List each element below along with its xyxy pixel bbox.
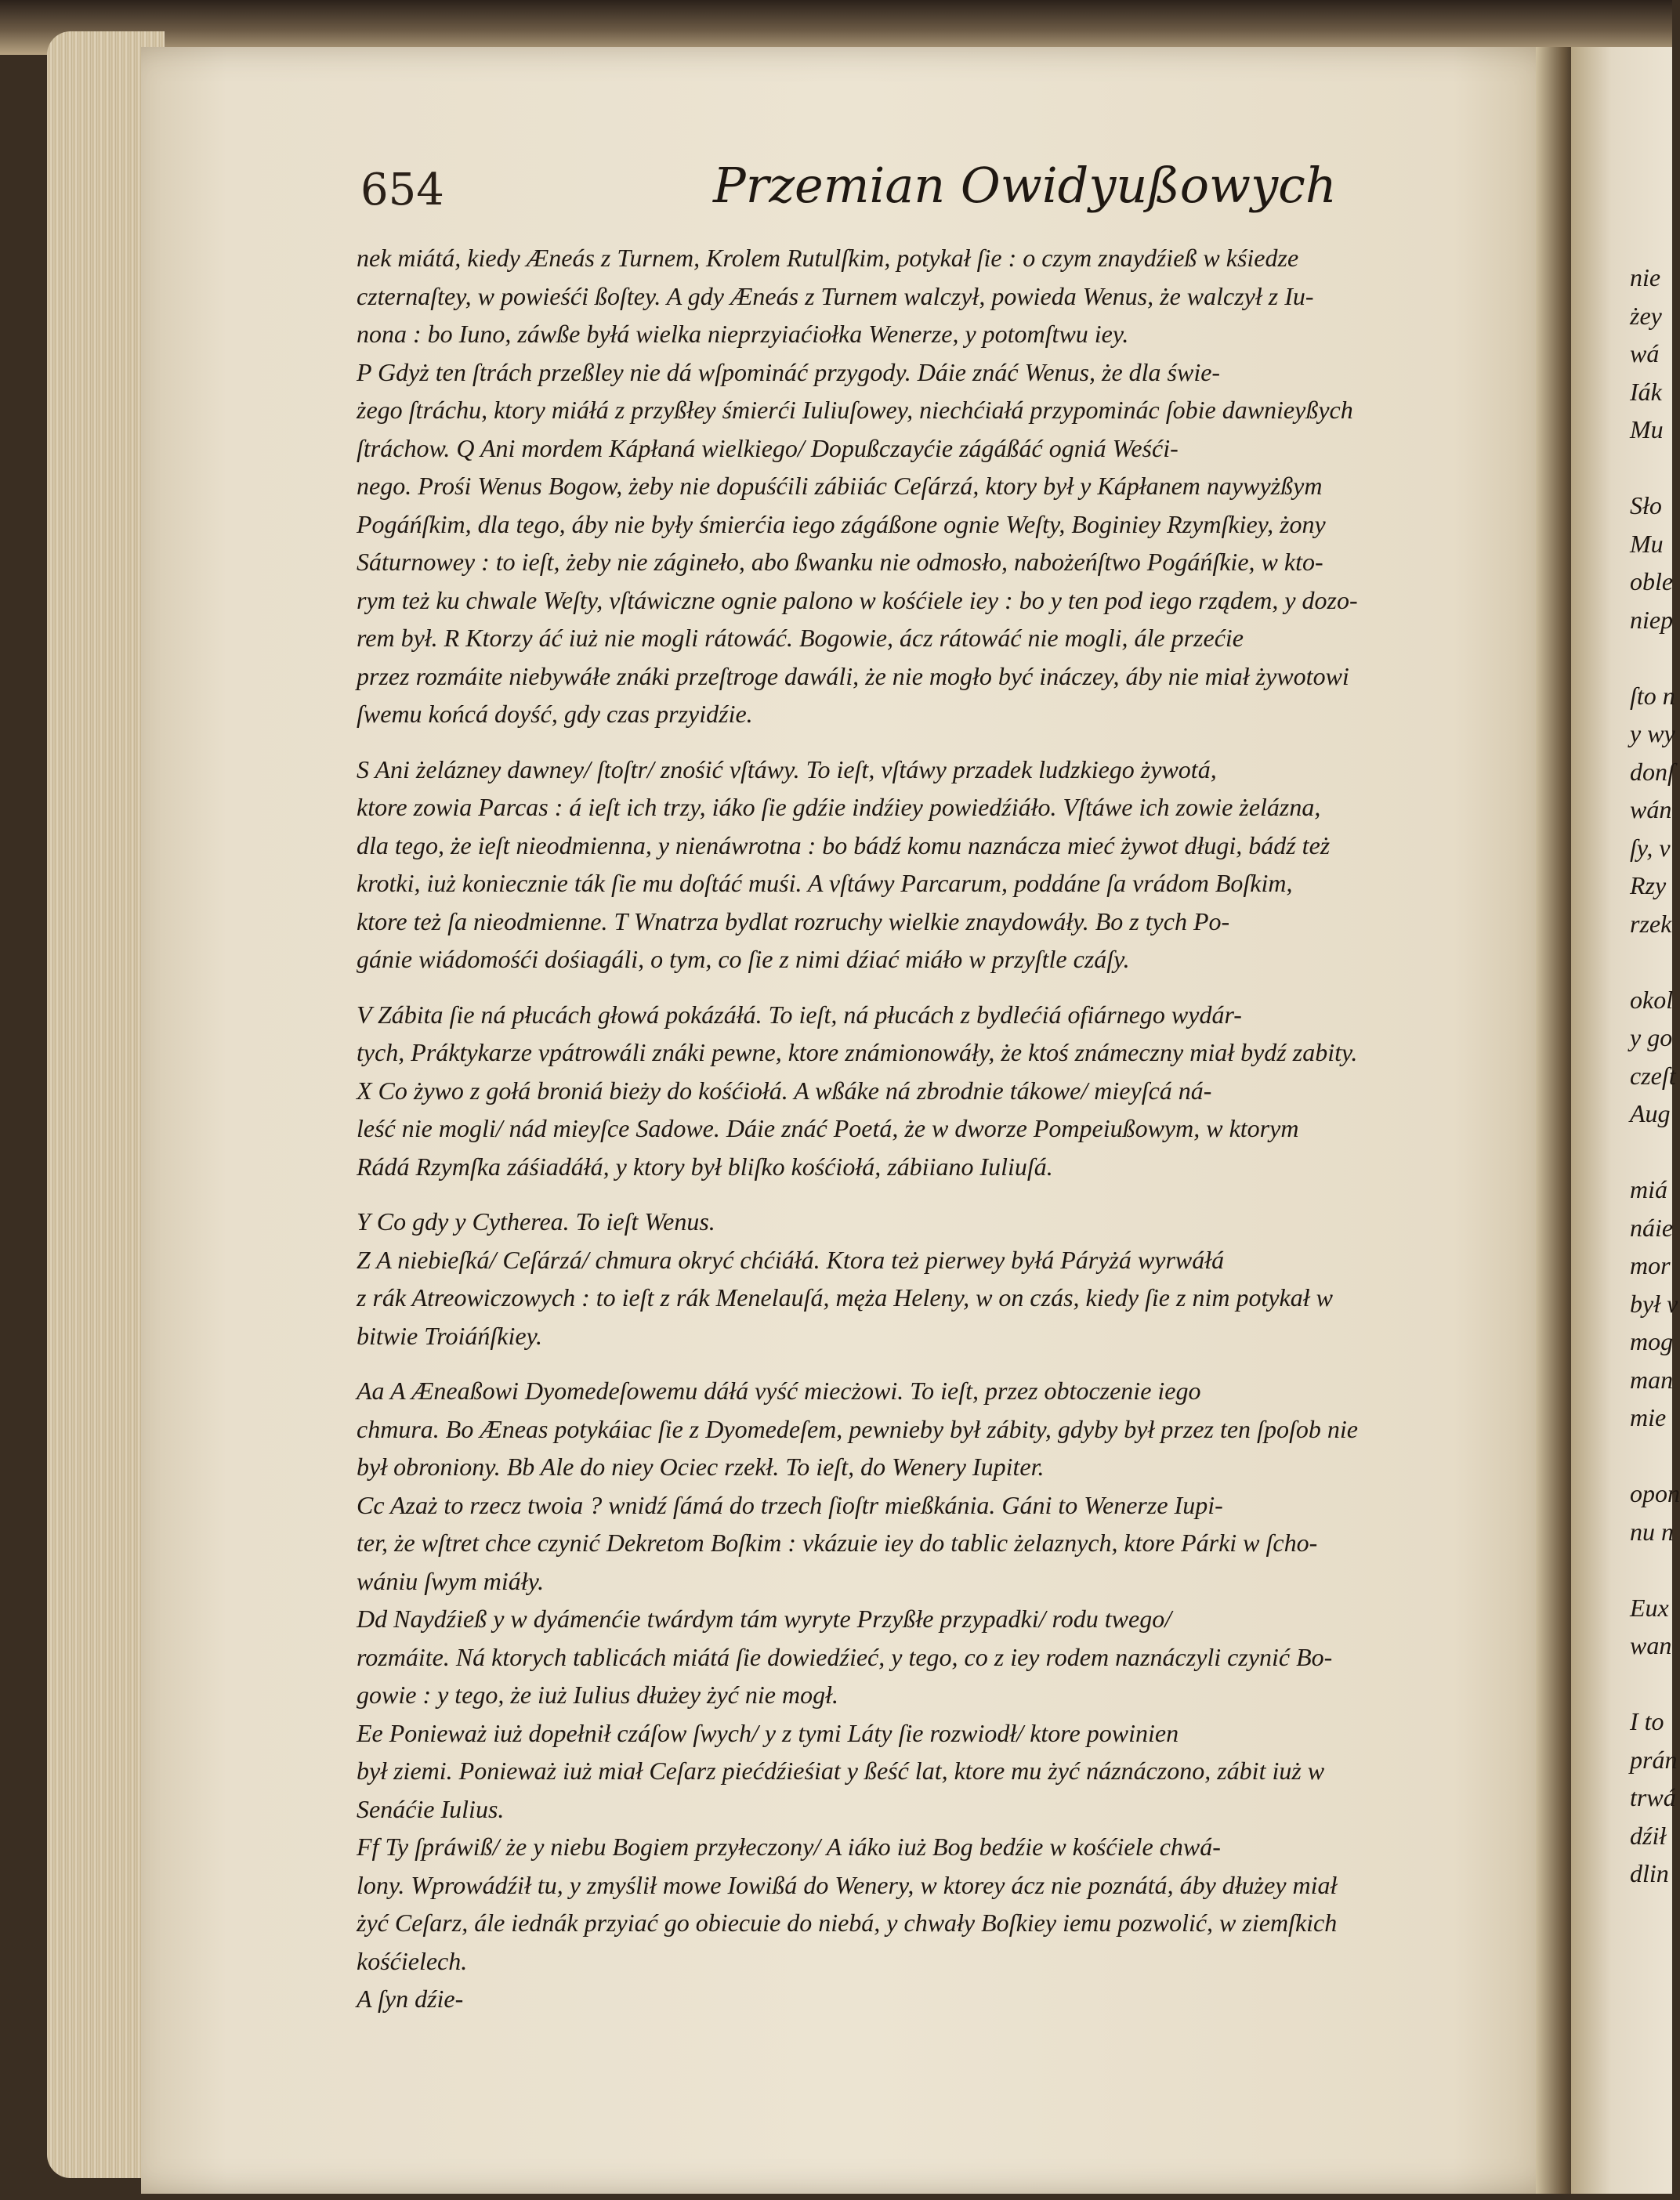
text-line: żyć Ceſarz, ále iednák przyiać go obiecuie do niebá, y chwały Boſkiey iemu pozwolić, w ziemſkich (357, 1909, 1338, 1937)
next-page-fragment: mie (1630, 1403, 1667, 1431)
next-page-fragment (1630, 943, 1677, 981)
text-line: Ee Ponieważ iuż dopełnił czáſow ſwych/ y z tymi Láty ſie rozwiodł/ ktore powinien (357, 1718, 1179, 1747)
text-line: chmura. Bo Æneas potykáiac ſie z Dyomedeſem, pewnieby był zábity, gdyby był przez ten ſpoſob nie (357, 1414, 1358, 1443)
text-line: nek miátá, kiedy Æneás z Turnem, Krolem Rutulſkim, potykał ſie : o czym znaydźieß w kśiedze (357, 244, 1299, 272)
text-line: Z A niebieſká/ Ceſárzá/ chmura okryć chćiáłá. Ktora też pierwey byłá Páryżá wyrwáłá (357, 1245, 1225, 1274)
next-page-fragment: dlin (1630, 1859, 1669, 1887)
next-page-fragment: Aug (1630, 1099, 1671, 1127)
next-page-fragment (1630, 639, 1677, 677)
next-page-fragment: Mu (1630, 529, 1664, 558)
next-page-fragment: ſy, v (1630, 833, 1671, 862)
text-line: Y Co gdy y Cytherea. To ieſt Wenus. (357, 1207, 715, 1236)
text-line: rem był. R Ktorzy áć iuż nie mogli rátowáć. Bogowie, ácz rátowáć nie mogli, ále przećie (357, 624, 1244, 652)
text-line: wániu ſwym miáły. (357, 1566, 545, 1595)
next-page-fragment: nu n (1630, 1517, 1674, 1546)
text-line: S Ani żelázney dawney/ ſtoſtr/ znośić vſtáwy. To ieſt, vſtáwy przadek ludzkiego żywotá, (357, 754, 1217, 783)
next-page-fragment: dźił (1630, 1821, 1667, 1850)
text-line: ktore też ſa nieodmienne. T Wnatrza bydlat rozruchy wielkie znaydowáły. Bo z tych Po- (357, 906, 1230, 935)
main-text (357, 239, 1516, 2018)
text-line: z rák Atreowiczowych : to ieſt z rák Menelauſá, męża Heleny, w on czás, kiedy ſie z nim potykał w (357, 1283, 1333, 1312)
text-line: czternaſtey, w powieśći ßoſtey. A gdy Æneás z Turnem walczył, powieda Wenus, że walczył z Iu- (357, 281, 1314, 310)
running-title: Przemian Owidyußowych (713, 157, 1337, 214)
text-line: Aa A Æneaßowi Dyomedeſowemu dáłá vyść miecżowi. To ieſt, przez obtoczenie iego (357, 1377, 1201, 1405)
next-page-fragment: żey (1630, 301, 1662, 330)
text-line: Dd Naydźieß y w dyámenćie twárdym tám wyryte Przyßłe przypadki/ rodu twego/ (357, 1605, 1172, 1633)
text-line: lony. Wprowádźił tu, y zmyślił mowe Iowißá do Wenery, w ktorey ácz nie poznátá, áby dłużey miał (357, 1870, 1338, 1899)
text-line: nego. Prośi Wenus Bogow, żeby nie dopuśćili zábiiác Ceſárzá, ktory był y Kápłanem naywyżßym (357, 472, 1323, 500)
text-line: V Zábita ſie ná płucách głowá pokázáłá. To ieſt, ná płucách z bydlećiá ofiárnego wydár- (357, 1000, 1242, 1029)
next-page-fragment: Mu (1630, 415, 1664, 443)
text-line: P Gdyż ten ſtrách przeßley nie dá wſpomináć przygody. Dáie znáć Wenus, że dla świe- (357, 357, 1221, 386)
text-line: X Co żywo z gołá broniá bieży do kośćiołá. A wßáke ná zbrodnie tákowe/ mieyſcá ná- (357, 1076, 1212, 1105)
text-line: rozmáite. Ná ktorych tablicách miátá ſie dowiedźieć, y tego, co z iey rodem naznáczyli czynić Bo- (357, 1642, 1333, 1671)
text-line: Rádá Rzymſka záśiadáłá, y ktory był bliſko kośćiołá, zábiiano Iuliuſá. (357, 1152, 1053, 1181)
text-line: krotki, iuż koniecznie ták ſie mu doſtáć muśi. A vſtáwy Parcarum, poddáne ſa vrádom Boſkim, (357, 869, 1293, 897)
text-line: żego ſtráchu, ktory miáłá z przyßłey śmierći Iuliuſowey, niechćiałá przypominác ſobie dawnieyßych (357, 396, 1353, 424)
text-line: ſwemu końcá doyść, gdy czas przyidźie. (357, 700, 753, 728)
next-page-fragment: opon (1630, 1479, 1680, 1507)
text-line: dla tego, że ieſt nieodmienna, y nienáwrotna : bo bádź komu naznácza mieć żywot długi, bádź też (357, 830, 1331, 859)
next-page-fragment: wan (1630, 1631, 1672, 1659)
paragraph-gap (357, 979, 1516, 996)
text-line: był obroniony. Bb Ale do niey Ociec rzekł. To ieſt, do Wenery Iupiter. (357, 1453, 1045, 1481)
next-page-fragment (1630, 1550, 1677, 1589)
next-page-fragment: czeſt (1630, 1061, 1676, 1090)
paragraph-gap (357, 1355, 1516, 1372)
next-page-fragment: Iák (1630, 377, 1662, 406)
next-page-fragment: y go (1630, 1023, 1673, 1051)
next-page-fragment: ſto n (1630, 681, 1675, 710)
next-page-fragment (1630, 1437, 1677, 1475)
next-page-fragment: wán (1630, 795, 1672, 823)
next-page-fragment: był v (1630, 1289, 1678, 1318)
next-page-fragment: y wy (1630, 719, 1675, 747)
text-line: ſtráchow. Q Ani mordem Kápłaná wielkiego/ Dopußczayćie zágáßáć ogniá Weśći- (357, 433, 1179, 462)
next-page-fragment: mog (1630, 1327, 1674, 1355)
book-gutter (1536, 47, 1575, 2194)
next-page-fragment: prán (1630, 1745, 1678, 1774)
next-page-fragment: wá (1630, 339, 1660, 367)
page-number: 654 (360, 165, 444, 215)
text-line: był ziemi. Ponieważ iuż miał Ceſarz piećdźieśiat y ßeść lat, ktore mu żyć náznáczono, zábit iuż w (357, 1757, 1325, 1785)
text-line: ter, że wſtret chce czynić Dekretom Boſkim : vkázuie iey do tablic żelaznych, ktore Párki w ſcho- (357, 1529, 1318, 1557)
next-page-fragment (1630, 1665, 1677, 1703)
next-page-fragment: man (1630, 1365, 1674, 1394)
text-line: Cc Azaż to rzecz twoia ? wnidź ſámá do trzech ſioſtr mießkánia. Gáni to Wenerze Iupi- (357, 1490, 1223, 1519)
page-header (360, 157, 1504, 227)
next-page-fragment: I to (1630, 1707, 1664, 1735)
paragraph-gap (357, 1185, 1516, 1203)
text-line: gánie wiádomośći dośiagáli, o tym, co ſie z nimi dźiać miáło w przyſtle czáſy. (357, 945, 1130, 973)
next-page-fragment: Eux (1630, 1593, 1669, 1622)
next-page-fragment: Sło (1630, 491, 1662, 519)
next-page-fragment: miá (1630, 1175, 1667, 1203)
next-page-fragment: mor (1630, 1251, 1671, 1279)
text-line: A ſyn dźie- (357, 1985, 464, 2013)
next-page-fragment: niep (1630, 605, 1674, 634)
next-page-fragment: trwá (1630, 1783, 1676, 1811)
text-line: ktore zowia Parcas : á ieſt ich trzy, iáko ſie gdźie indźiey powiedźiáło. Vſtáwe ich zowie żelázna, (357, 793, 1321, 821)
text-line: nona : bo Iuno, záwße byłá wielka nieprzyiaćiołka Wenerze, y potomſtwu iey. (357, 320, 1129, 348)
next-page-text (1630, 259, 1680, 1893)
text-line: Sáturnowey : to ieſt, żeby nie zágineło, abo ßwanku nie odmosło, nabożeńſtwo Pogáńſkie, w kto- (357, 548, 1323, 576)
next-page-fragment (1630, 449, 1677, 487)
text-line: leść nie mogli/ nád mieyſce Sadowe. Dáie znáć Poetá, że w dworze Pompeiußowym, w ktorym (357, 1114, 1299, 1142)
text-line: rym też ku chwale Weſty, vſtáwiczne ognie palono w kośćiele iey : bo y ten pod iego rządem, y dozo- (357, 585, 1358, 614)
paragraph-gap (357, 733, 1516, 751)
text-line: Pogáńſkim, dla tego, áby nie były śmierćia iego zágáßone ognie Weſty, Boginiey Rzymſkiey, żony (357, 509, 1326, 538)
next-page-fragment: Rzy (1630, 871, 1667, 899)
next-page-fragment: oble (1630, 567, 1674, 595)
next-page-fragment: nie (1630, 263, 1661, 291)
next-page-fragment: donſ (1630, 757, 1675, 786)
next-page-fragment: náie (1630, 1213, 1674, 1242)
next-page-fragment: rzek (1630, 909, 1672, 938)
text-line: tych, Práktykarze vpátrowáli znáki pewne, ktore známionowáły, że ktoś známeczny miał bydź zabity. (357, 1038, 1358, 1066)
text-line: Senáćie Iulius. (357, 1794, 505, 1823)
text-line: kośćielech. (357, 1946, 468, 1975)
next-page-fragment: okol (1630, 985, 1674, 1014)
text-line: bitwie Troiáńſkiey. (357, 1321, 543, 1350)
next-page-fragment (1630, 1133, 1677, 1171)
text-line: przez rozmáite niebywáłe znáki przeſtroge dawáli, że nie mogło być ináczey, áby nie miał żywotowi (357, 661, 1349, 690)
text-line: Ff Ty ſpráwiß/ że y niebu Bogiem przyłeczony/ A iáko iuż Bog bedźie w kośćiele chwá- (357, 1833, 1221, 1861)
text-line: gowie : y tego, że iuż Iulius dłużey żyć nie mogł. (357, 1681, 838, 1709)
